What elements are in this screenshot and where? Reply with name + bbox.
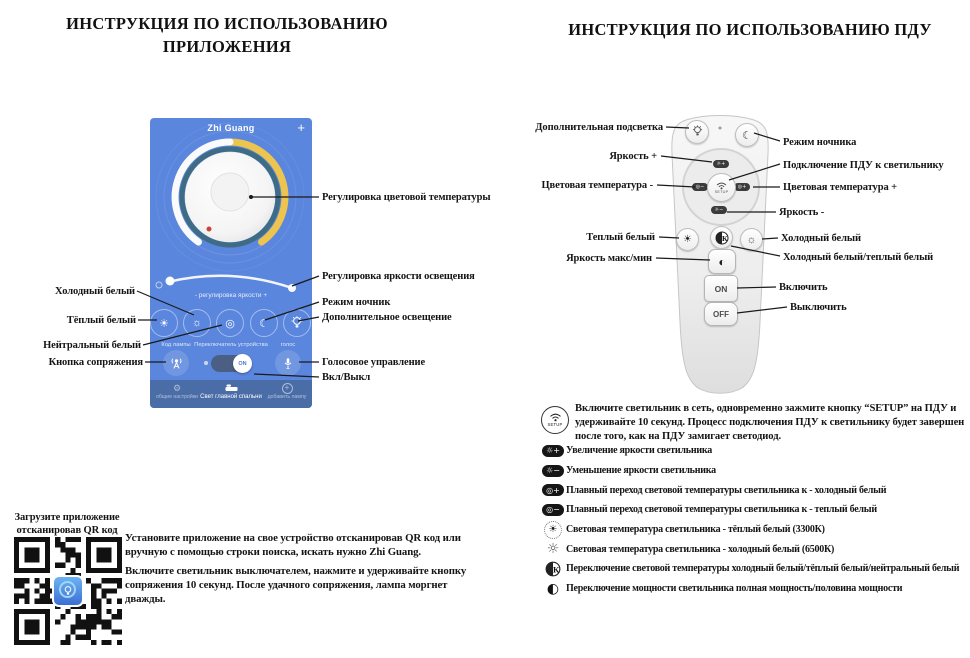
wifi-icon	[716, 182, 727, 190]
brightness-down-icon: ☼−	[542, 465, 564, 477]
callout-extra-light: Дополнительное освещение	[322, 312, 452, 323]
svg-text:К: К	[553, 564, 560, 575]
left-title-line2: ПРИЛОЖЕНИЯ	[162, 37, 292, 57]
callout-warm-white-remote: Теплый белый	[586, 232, 655, 243]
callout-turn-off: Выключить	[790, 302, 847, 313]
brightness-min-icon	[156, 282, 162, 288]
callout-brightness-maxmin: Яркость макс/мин	[566, 253, 652, 264]
callout-color-temp: Регулировка цветовой температуры	[322, 192, 491, 203]
legend-row-temp-down: ◎− Плавный переход световой температуры светильника к - теплый белый	[540, 500, 959, 520]
callout-on-off: Вкл/Выкл	[322, 372, 371, 383]
bed-icon	[225, 383, 238, 392]
night-mode-icon: ☾	[250, 309, 278, 337]
remote-brightness-down-button: ☼−	[711, 206, 727, 214]
callout-pairing-button: Кнопка сопряжения	[48, 357, 143, 368]
app-screenshot	[150, 118, 312, 408]
remote-on-button: ON	[704, 275, 738, 302]
callout-brightness: Регулировка яркости освещения	[322, 271, 475, 282]
setup-wifi-icon: SETUP	[541, 406, 569, 434]
callout-night-mode: Режим ночник	[322, 297, 391, 308]
neutral-white-icon: ◎	[216, 309, 244, 337]
left-title	[57, 12, 397, 58]
extra-light-icon	[283, 309, 311, 337]
remote-cold-white-button	[740, 228, 763, 251]
remote-night-mode-button	[735, 123, 759, 147]
remote-brightness-up-button: ☼+	[713, 160, 729, 168]
k-contrast-icon	[715, 231, 729, 245]
remote-power-half-button	[708, 249, 736, 274]
microphone-icon	[275, 350, 301, 376]
app-add-icon: +	[297, 120, 305, 135]
callout-brightness-plus: Яркость +	[609, 151, 657, 162]
temp-down-icon: ◎−	[542, 504, 564, 516]
legend-row-temp-toggle: К Переключение световой температуры холодный белый/тёплый белый/нейтральный белый	[540, 559, 959, 579]
temp-up-icon: ◎+	[542, 484, 564, 496]
legend-row-temp-up: ◎+ Плавный переход световой температуры светильника к - холодный белый	[540, 480, 959, 500]
callout-pdu-connect: Подключение ПДУ к светильнику	[783, 160, 944, 171]
callout-temp-minus: Цветовая температура -	[541, 180, 653, 191]
legend	[540, 441, 959, 599]
nav-settings: ⚙ общие настройки	[152, 383, 202, 400]
app-title: Zhi Guang	[207, 123, 255, 133]
app-icon	[52, 575, 84, 607]
legend-row-brightness-down: ☼− Уменьшение яркости светильника	[540, 461, 959, 481]
remote-white-toggle-button	[710, 226, 733, 249]
remote-warm-white-button	[676, 228, 699, 251]
callout-turn-on: Включить	[779, 282, 828, 293]
qr-caption: Загрузите приложение отсканировав QR код	[14, 512, 120, 537]
sun-filled-icon: ☀	[683, 234, 692, 245]
setup-note: Включите светильник в сеть, одновременно зажмите кнопку “SETUP” на ПДУ и удерживайте 10 секунд. Процесс подключения ПДУ к светильнику будет завершен после того, как на ПДУ замигает светодиод.	[575, 403, 965, 442]
right-title: ИНСТРУКЦИЯ ПО ИСПОЛЬЗОВАНИЮ ПДУ	[568, 20, 932, 39]
brightness-slider-handle	[166, 277, 175, 286]
install-paragraph: Установите приложение на свое устройство отсканировав QR код или вручную с помощью строки поиска, искать нужно Zhi Guang.	[125, 532, 461, 559]
app-bottom-nav	[150, 380, 312, 408]
legend-row-power-toggle: ◐ Переключение мощности светильника полная мощность/половина мощности	[546, 580, 903, 597]
dial-marker-dot	[207, 227, 212, 232]
callout-voice-control: Голосовое управление	[322, 357, 426, 368]
legend-row-cold-6500k: ☼ Световая температура светильника - холодный белый (6500К)	[546, 541, 835, 558]
brightness-slider	[168, 276, 292, 288]
sun-outline-icon: ☼	[746, 233, 757, 246]
pairing-antenna-icon	[163, 350, 189, 376]
callout-cold-white-remote: Холодный белый	[781, 233, 861, 244]
callout-brightness-minus: Яркость -	[779, 207, 825, 218]
cold-sun-icon: ☼	[546, 541, 560, 558]
warm-white-icon: ☀	[150, 309, 178, 337]
k-contrast-icon	[545, 561, 561, 577]
callout-neutral-white: Нейтральный белый	[43, 340, 141, 351]
left-title-line1: ИНСТРУКЦИЯ ПО ИСПОЛЬЗОВАНИЮ	[66, 14, 388, 33]
legend-row-brightness-up: ☼+ Увеличение яркости светильника	[540, 441, 959, 461]
gear-icon: ⚙	[172, 383, 182, 393]
callout-cold-white: Холодный белый	[55, 286, 135, 297]
callout-backlight: Дополнительная подсветка	[535, 122, 663, 133]
power-toggle	[211, 355, 251, 372]
remote-temp-up-button: ◎+	[734, 183, 750, 191]
legend-row-warm-3300k: ☀ Световая температура светильника - тёплый белый (3300К)	[540, 520, 959, 540]
callout-cold-warm-toggle: Холодный белый/теплый белый	[783, 252, 934, 263]
brightness-hint: - регулировка яркости +	[194, 292, 268, 299]
brightness-up-icon: ☼+	[542, 445, 564, 457]
bulb-icon	[692, 125, 703, 139]
toggle-dot	[204, 361, 208, 365]
voice-label: голос	[280, 342, 296, 348]
callout-night-mode-remote: Режим ночника	[783, 137, 857, 148]
lamp-code-label: Код лампы	[161, 342, 191, 348]
plus-icon: +	[282, 383, 293, 394]
callout-temp-plus: Цветовая температура +	[783, 182, 897, 193]
cold-white-icon: ☼	[183, 309, 211, 337]
qr-code	[14, 537, 122, 645]
app-titlebar	[150, 118, 312, 138]
moon-icon: ☾	[742, 129, 752, 142]
half-power-icon: ◐	[546, 580, 560, 597]
device-switch-label: Переключатель устройства	[194, 342, 268, 348]
pairing-paragraph: Включите светильник выключателем, нажмите и удерживайте кнопку сопряжения 10 секунд. После удачного сопряжения, лампа моргнет дважды.	[125, 565, 467, 606]
remote-backlight-button	[685, 120, 709, 144]
svg-text:К: К	[721, 233, 727, 243]
remote-setup-button: SETUP	[707, 173, 736, 202]
power-toggle-knob: ON	[233, 354, 252, 373]
remote-temp-down-button: ◎−	[692, 183, 708, 191]
nav-add: + добавить лампу	[267, 383, 307, 400]
warm-sun-icon: ☀	[544, 521, 562, 539]
callout-warm-white: Тёплый белый	[66, 315, 136, 326]
remote-off-button: OFF	[704, 302, 738, 326]
nav-room: Свет главной спальни	[196, 383, 266, 400]
contrast-icon: ◐	[718, 254, 726, 269]
